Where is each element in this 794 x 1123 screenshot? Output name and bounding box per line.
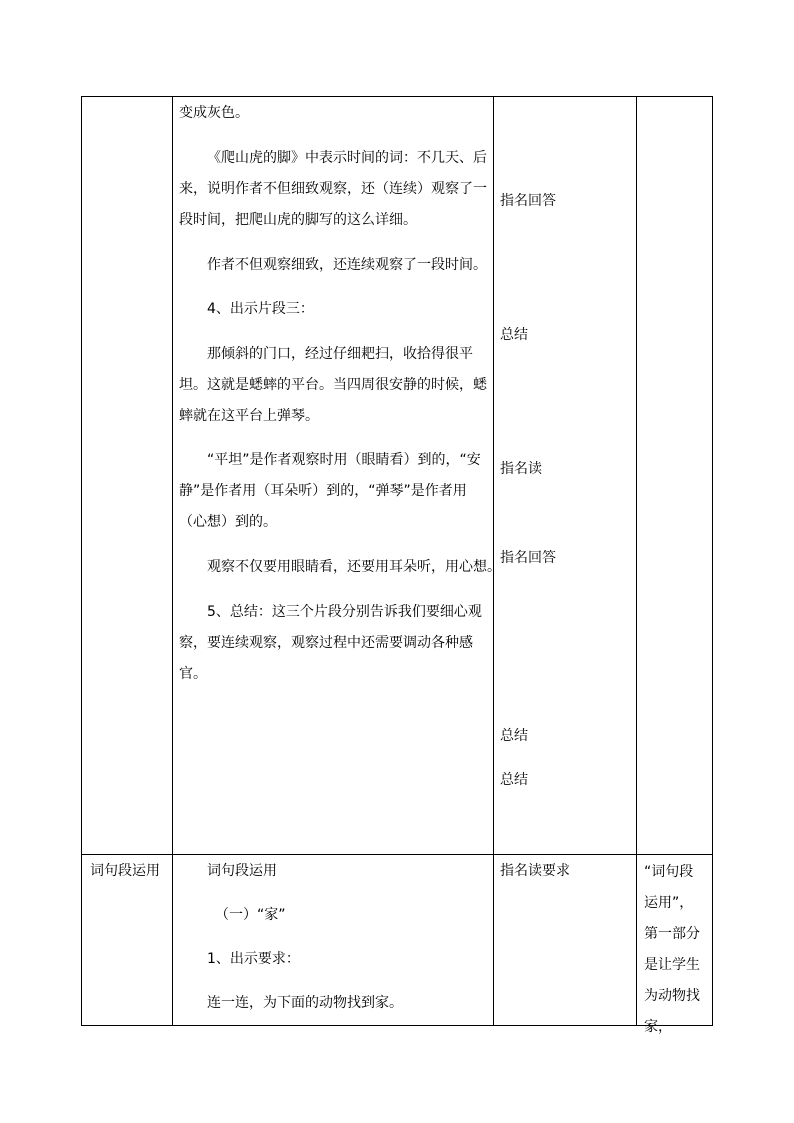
table-left-border bbox=[81, 96, 82, 1026]
exercise-instruction: 连一连，为下面的动物找到家。 bbox=[207, 995, 403, 1011]
teacher-activity-read-requirement: 指名读要求 bbox=[500, 863, 570, 879]
row-divider bbox=[81, 854, 713, 855]
column-divider-1 bbox=[172, 96, 173, 1026]
paragraph-2: 《爬山虎的脚》中表示时间的词：不几天、后来，说明作者不但细致观察，还（连续）观察了一段时间，把爬山虎的脚写的这么详细。 bbox=[179, 150, 487, 228]
column-divider-3 bbox=[636, 96, 637, 1026]
section-label: 词句段运用 bbox=[90, 863, 160, 879]
activity-read: 指名读 bbox=[500, 461, 542, 477]
exercise-heading: 词句段运用 bbox=[207, 863, 277, 879]
activity-summary-1: 总结 bbox=[500, 327, 528, 343]
paragraph-4: 4、出示片段三： bbox=[207, 301, 314, 317]
paragraph-3: 作者不但观察细致，还连续观察了一段时间。 bbox=[207, 257, 487, 273]
exercise-part-title: （一）“家” bbox=[215, 907, 286, 923]
paragraph-6: “平坦”是作者观察时用（眼睛看）到的，“安静”是作者用（耳朵听）到的，“弹琴”是作者用（心想）到的。 bbox=[179, 452, 481, 530]
activity-answer-2: 指名回答 bbox=[500, 550, 556, 566]
activity-answer-1: 指名回答 bbox=[500, 193, 556, 209]
paragraph-1: 变成灰色。 bbox=[179, 105, 249, 121]
activity-summary-2: 总结 bbox=[500, 728, 528, 744]
paragraph-8: 5、总结：这三个片段分别告诉我们要细心观察，要连续观察，观察过程中还需要调动各种感官。 bbox=[179, 604, 482, 682]
paragraph-7: 观察不仅要用眼睛看，还要用耳朵听，用心想。 bbox=[207, 559, 501, 575]
activity-summary-3: 总结 bbox=[500, 772, 528, 788]
lesson-plan-table bbox=[81, 96, 713, 1035]
exercise-step-1: 1、出示要求： bbox=[207, 951, 300, 967]
design-intent-note: “词句段运用”，第一部分是让学生为动物找家， bbox=[644, 864, 700, 1035]
table-bottom-border bbox=[81, 1025, 713, 1026]
table-top-border bbox=[81, 96, 713, 97]
table-right-border bbox=[712, 96, 713, 1026]
paragraph-5: 那倾斜的门口，经过仔细耙扫，收拾得很平坦。这就是蟋蟀的平台。当四周很安静的时候，蟋蟀就在这平台上弹琴。 bbox=[179, 346, 487, 424]
